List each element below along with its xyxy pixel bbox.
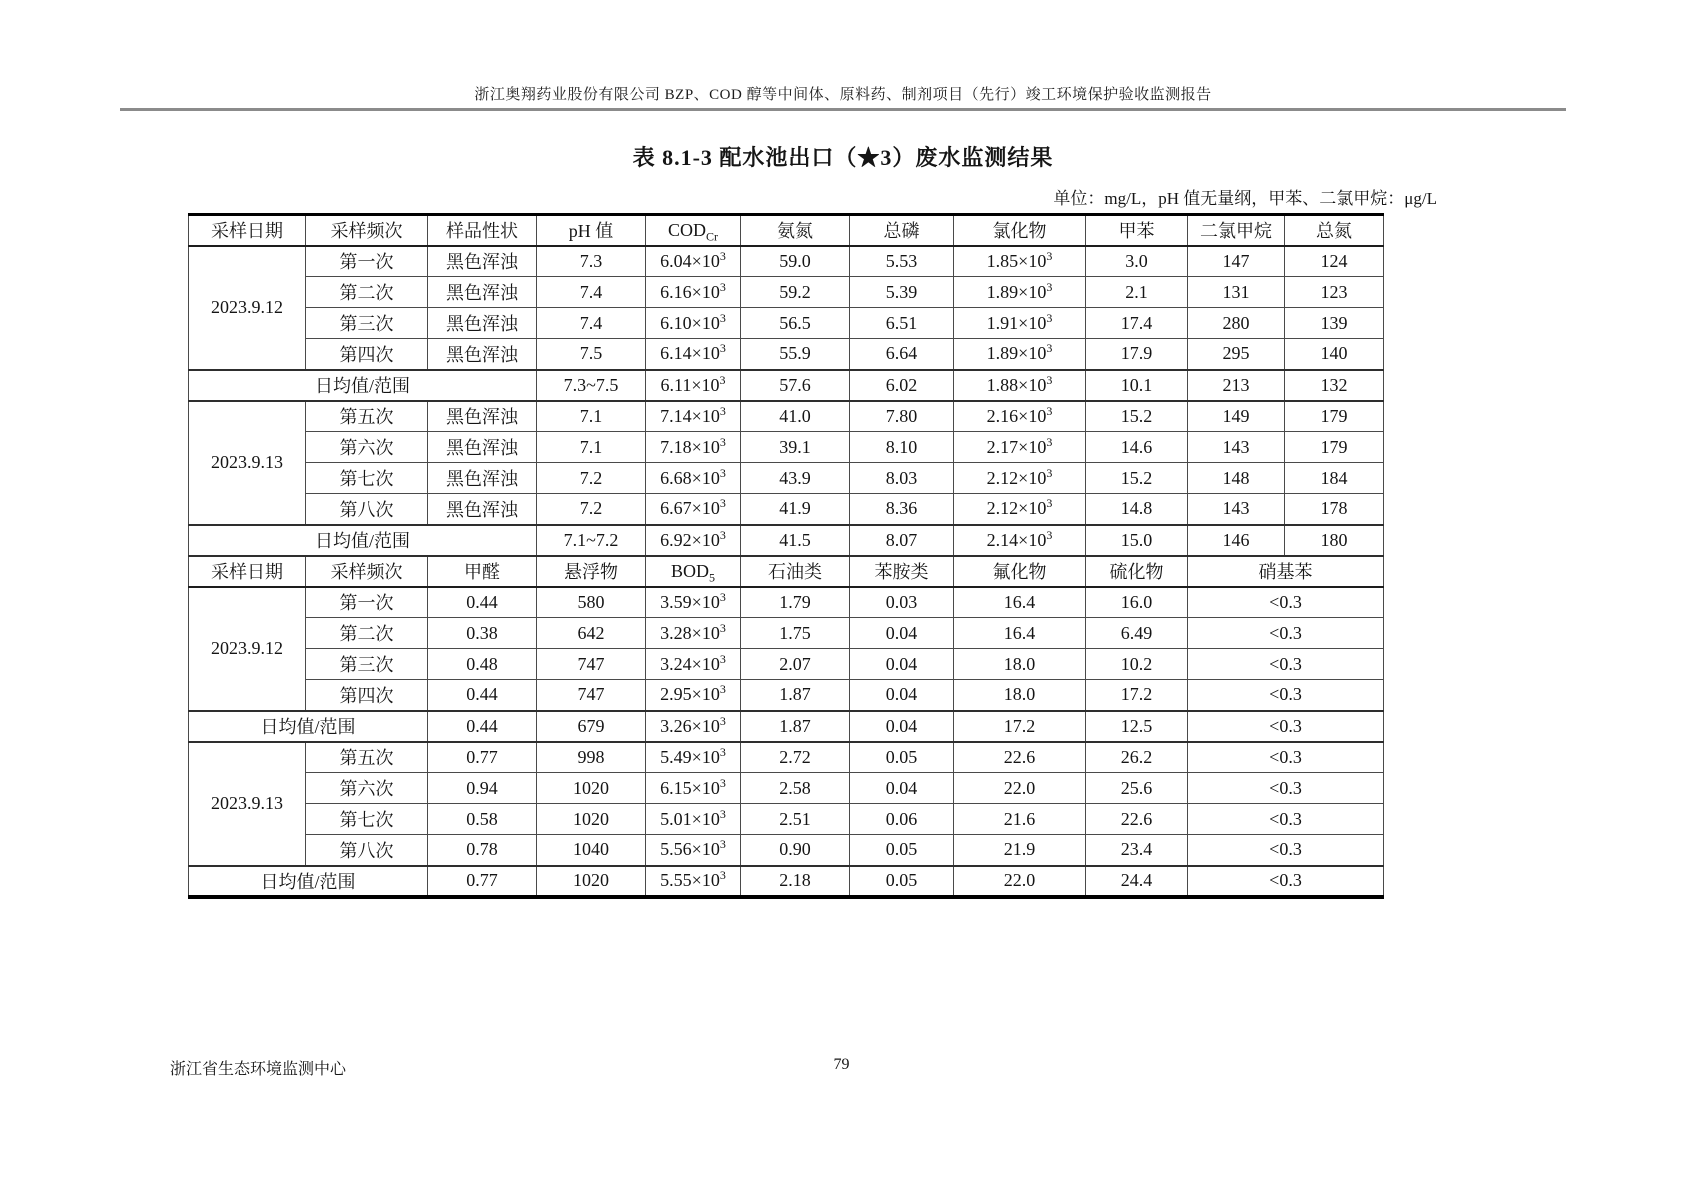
frequency-cell: 第二次 [306,618,428,649]
value-cell: 10.1 [1086,370,1188,401]
value-cell: 15.2 [1086,463,1188,494]
avg-label-cell: 日均值/范围 [189,525,537,556]
value-cell: 17.9 [1086,339,1188,370]
frequency-cell: 第四次 [306,339,428,370]
value-cell: $6.92\times 10^3$ [646,525,741,556]
value-cell: 132 [1285,370,1384,401]
header-cell: pH 值 [537,215,646,246]
header-cell: 甲醛 [428,556,537,587]
value-cell: 56.5 [741,308,850,339]
value-cell: $1.88\times 10^3$ [954,370,1086,401]
avg-label-cell: 日均值/范围 [189,711,428,742]
value-cell: $2.12\times 10^3$ [954,494,1086,525]
value-cell: 41.0 [741,401,850,432]
value-cell: 0.05 [850,866,954,897]
header-cell: 样品性状 [428,215,537,246]
value-cell: 17.2 [954,711,1086,742]
value-cell: 1040 [537,835,646,866]
value-cell: 22.0 [954,866,1086,897]
value-cell: 15.2 [1086,401,1188,432]
value-cell: 黑色浑浊 [428,401,537,432]
value-cell: 22.6 [954,742,1086,773]
frequency-cell: 第七次 [306,463,428,494]
value-cell: 7.2 [537,463,646,494]
frequency-cell: 第一次 [306,246,428,277]
value-cell: 0.94 [428,773,537,804]
value-cell: 143 [1188,494,1285,525]
header-cell: 采样频次 [306,215,428,246]
value-cell: $5.56\times 10^3$ [646,835,741,866]
value-cell: $5.55\times 10^3$ [646,866,741,897]
frequency-cell: 第二次 [306,277,428,308]
date-cell: 2023.9.12 [189,246,306,370]
table-row [189,308,1384,339]
header-cell: 甲苯 [1086,215,1188,246]
value-cell: 24.4 [1086,866,1188,897]
value-cell: $5.49\times 10^3$ [646,742,741,773]
value-cell: 7.80 [850,401,954,432]
value-cell: 7.4 [537,277,646,308]
value-cell: <0.3 [1188,711,1384,742]
date-cell: 2023.9.13 [189,742,306,866]
table-row [189,277,1384,308]
page-number: 79 [833,1056,850,1073]
value-cell: 0.06 [850,804,954,835]
value-cell: 7.1~7.2 [537,525,646,556]
frequency-cell: 第八次 [306,494,428,525]
value-cell: 0.05 [850,835,954,866]
value-cell: 黑色浑浊 [428,246,537,277]
value-cell: 41.5 [741,525,850,556]
value-cell: $6.16\times 10^3$ [646,277,741,308]
value-cell: 148 [1188,463,1285,494]
value-cell: 184 [1285,463,1384,494]
value-cell: $2.17\times 10^3$ [954,432,1086,463]
header-cell: 采样频次 [306,556,428,587]
value-cell: $2.12\times 10^3$ [954,463,1086,494]
value-cell: 0.78 [428,835,537,866]
value-cell: 147 [1188,246,1285,277]
value-cell: 7.5 [537,339,646,370]
frequency-cell: 第八次 [306,835,428,866]
table-row [189,463,1384,494]
value-cell: 57.6 [741,370,850,401]
value-cell: $6.14\times 10^3$ [646,339,741,370]
value-cell: <0.3 [1188,587,1384,618]
unit-note: 单位：mg/L，pH 值无量纲，甲苯、二氯甲烷：μg/L [1053,189,1437,208]
value-cell: 179 [1285,432,1384,463]
value-cell: 23.4 [1086,835,1188,866]
value-cell: 25.6 [1086,773,1188,804]
value-cell: $1.89\times 10^3$ [954,277,1086,308]
value-cell: 7.3 [537,246,646,277]
header-cell: 总氮 [1285,215,1384,246]
header-cell: 二氯甲烷 [1188,215,1285,246]
frequency-cell: 第五次 [306,742,428,773]
value-cell: 18.0 [954,680,1086,711]
value-cell: 0.44 [428,711,537,742]
value-cell: <0.3 [1188,835,1384,866]
value-cell: 59.0 [741,246,850,277]
value-cell: 22.6 [1086,804,1188,835]
table-row [189,339,1384,370]
value-cell: 7.4 [537,308,646,339]
header-cell: 氯化物 [954,215,1086,246]
table-row [189,618,1384,649]
value-cell: 黑色浑浊 [428,308,537,339]
value-cell: 2.07 [741,649,850,680]
value-cell: 2.1 [1086,277,1188,308]
value-cell: 139 [1285,308,1384,339]
value-cell: 59.2 [741,277,850,308]
table-row [189,215,1384,246]
value-cell: 2.51 [741,804,850,835]
value-cell: 16.4 [954,618,1086,649]
value-cell: 213 [1188,370,1285,401]
value-cell: 8.10 [850,432,954,463]
value-cell: <0.3 [1188,649,1384,680]
header-cell: $BOD_5$ [646,556,741,587]
value-cell: 0.04 [850,649,954,680]
value-cell: $2.95\times 10^3$ [646,680,741,711]
value-cell: 黑色浑浊 [428,463,537,494]
value-cell: 16.4 [954,587,1086,618]
value-cell: $5.01\times 10^3$ [646,804,741,835]
value-cell: 180 [1285,525,1384,556]
value-cell: $2.16\times 10^3$ [954,401,1086,432]
document-header: 浙江奥翔药业股份有限公司 BZP、COD 醇等中间体、原料药、制剂项目（先行）竣工环境保护验收监测报告 [474,87,1212,103]
value-cell: 747 [537,680,646,711]
monitoring-table [188,213,1384,899]
table-row [189,432,1384,463]
value-cell: 0.44 [428,587,537,618]
frequency-cell: 第三次 [306,649,428,680]
value-cell: 0.77 [428,866,537,897]
value-cell: 55.9 [741,339,850,370]
table-row [189,804,1384,835]
value-cell: 26.2 [1086,742,1188,773]
value-cell: 0.05 [850,742,954,773]
table-row [189,773,1384,804]
value-cell: $6.68\times 10^3$ [646,463,741,494]
table-row [189,866,1384,897]
value-cell: $2.14\times 10^3$ [954,525,1086,556]
value-cell: 6.49 [1086,618,1188,649]
footer-organization: 浙江省生态环境监测中心 [170,1061,347,1078]
value-cell: $1.91\times 10^3$ [954,308,1086,339]
value-cell: 黑色浑浊 [428,277,537,308]
value-cell: 146 [1188,525,1285,556]
value-cell: 8.36 [850,494,954,525]
header-cell: 硝基苯 [1188,556,1384,587]
table-title: 表 8.1-3 配水池出口（★3）废水监测结果 [632,145,1054,170]
value-cell: 580 [537,587,646,618]
header-rule [120,108,1566,111]
value-cell: 0.03 [850,587,954,618]
value-cell: $3.28\times 10^3$ [646,618,741,649]
value-cell: <0.3 [1188,804,1384,835]
header-cell: 总磷 [850,215,954,246]
frequency-cell: 第六次 [306,773,428,804]
value-cell: 8.07 [850,525,954,556]
value-cell: 黑色浑浊 [428,339,537,370]
value-cell: 131 [1188,277,1285,308]
value-cell: 179 [1285,401,1384,432]
frequency-cell: 第五次 [306,401,428,432]
value-cell: 0.04 [850,711,954,742]
value-cell: 123 [1285,277,1384,308]
value-cell: $1.89\times 10^3$ [954,339,1086,370]
value-cell: $7.18\times 10^3$ [646,432,741,463]
table-row [189,711,1384,742]
value-cell: 1.87 [741,711,850,742]
value-cell: 1020 [537,866,646,897]
value-cell: 1020 [537,773,646,804]
value-cell: 2.72 [741,742,850,773]
value-cell: 0.44 [428,680,537,711]
value-cell: 143 [1188,432,1285,463]
value-cell: 0.38 [428,618,537,649]
value-cell: 14.8 [1086,494,1188,525]
header-cell: 苯胺类 [850,556,954,587]
value-cell: <0.3 [1188,773,1384,804]
value-cell: 2.18 [741,866,850,897]
value-cell: $6.11\times 10^3$ [646,370,741,401]
value-cell: 6.64 [850,339,954,370]
value-cell: 5.39 [850,277,954,308]
table-row [189,835,1384,866]
frequency-cell: 第六次 [306,432,428,463]
value-cell: 5.53 [850,246,954,277]
frequency-cell: 第四次 [306,680,428,711]
value-cell: 14.6 [1086,432,1188,463]
value-cell: 280 [1188,308,1285,339]
value-cell: 8.03 [850,463,954,494]
value-cell: 12.5 [1086,711,1188,742]
header-cell: 氨氮 [741,215,850,246]
table-row [189,246,1384,277]
value-cell: 0.04 [850,680,954,711]
table-row [189,680,1384,711]
value-cell: $1.85\times 10^3$ [954,246,1086,277]
frequency-cell: 第一次 [306,587,428,618]
value-cell: 642 [537,618,646,649]
value-cell: 41.9 [741,494,850,525]
table-row [189,401,1384,432]
value-cell: 0.90 [741,835,850,866]
value-cell: 2.58 [741,773,850,804]
table-row [189,649,1384,680]
value-cell: 黑色浑浊 [428,494,537,525]
header-cell: 石油类 [741,556,850,587]
value-cell: 17.4 [1086,308,1188,339]
header-cell: 氟化物 [954,556,1086,587]
value-cell: 7.1 [537,401,646,432]
value-cell: 0.48 [428,649,537,680]
value-cell: 黑色浑浊 [428,432,537,463]
date-cell: 2023.9.13 [189,401,306,525]
value-cell: 43.9 [741,463,850,494]
value-cell: 679 [537,711,646,742]
value-cell: <0.3 [1188,866,1384,897]
value-cell: 747 [537,649,646,680]
value-cell: 0.04 [850,618,954,649]
table-row [189,742,1384,773]
table-row [189,525,1384,556]
value-cell: 998 [537,742,646,773]
avg-label-cell: 日均值/范围 [189,866,428,897]
value-cell: 17.2 [1086,680,1188,711]
value-cell: 39.1 [741,432,850,463]
header-cell: 采样日期 [189,556,306,587]
table-row [189,587,1384,618]
frequency-cell: 第七次 [306,804,428,835]
value-cell: 6.51 [850,308,954,339]
value-cell: $6.15\times 10^3$ [646,773,741,804]
value-cell: $6.04\times 10^3$ [646,246,741,277]
value-cell: 6.02 [850,370,954,401]
value-cell: 124 [1285,246,1384,277]
value-cell: 21.9 [954,835,1086,866]
value-cell: 1020 [537,804,646,835]
value-cell: 0.58 [428,804,537,835]
value-cell: 178 [1285,494,1384,525]
table-row [189,494,1384,525]
value-cell: 1.87 [741,680,850,711]
value-cell: 7.2 [537,494,646,525]
value-cell: 3.0 [1086,246,1188,277]
value-cell: <0.3 [1188,680,1384,711]
header-cell: 采样日期 [189,215,306,246]
value-cell: $3.24\times 10^3$ [646,649,741,680]
value-cell: 7.1 [537,432,646,463]
value-cell: 21.6 [954,804,1086,835]
value-cell: 10.2 [1086,649,1188,680]
value-cell: 0.04 [850,773,954,804]
table-row [189,556,1384,587]
frequency-cell: 第三次 [306,308,428,339]
value-cell: 1.79 [741,587,850,618]
value-cell: 7.3~7.5 [537,370,646,401]
value-cell: 295 [1188,339,1285,370]
value-cell: 1.75 [741,618,850,649]
value-cell: 16.0 [1086,587,1188,618]
value-cell: 18.0 [954,649,1086,680]
date-cell: 2023.9.12 [189,587,306,711]
header-cell: 硫化物 [1086,556,1188,587]
value-cell: 149 [1188,401,1285,432]
value-cell: $3.26\times 10^3$ [646,711,741,742]
value-cell: 140 [1285,339,1384,370]
monitoring-table-body [189,215,1384,897]
value-cell: 22.0 [954,773,1086,804]
value-cell: <0.3 [1188,742,1384,773]
value-cell: 0.77 [428,742,537,773]
value-cell: $6.67\times 10^3$ [646,494,741,525]
value-cell: 15.0 [1086,525,1188,556]
value-cell: <0.3 [1188,618,1384,649]
value-cell: $7.14\times 10^3$ [646,401,741,432]
header-cell: 悬浮物 [537,556,646,587]
header-cell: $COD_{Cr}$ [646,215,741,246]
avg-label-cell: 日均值/范围 [189,370,537,401]
value-cell: $3.59\times 10^3$ [646,587,741,618]
table-row [189,370,1384,401]
value-cell: $6.10\times 10^3$ [646,308,741,339]
